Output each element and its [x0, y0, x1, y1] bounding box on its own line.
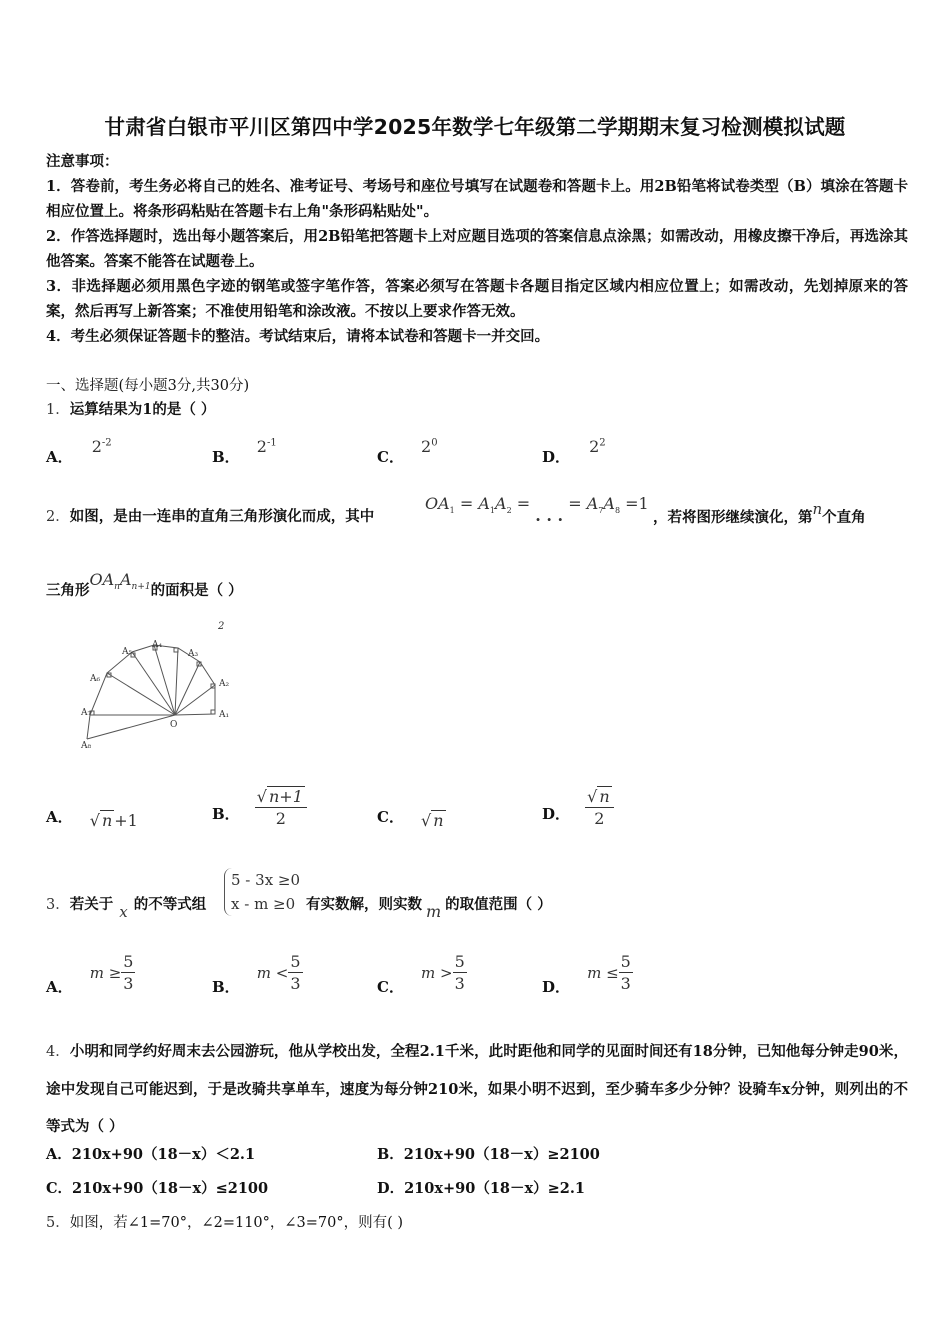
- ray-oa4: [175, 648, 178, 715]
- q3-option-b[interactable]: B． m < $\frac{5}{3}$: [212, 952, 301, 996]
- label-a2: A₂: [219, 679, 230, 689]
- ray-oa2: [175, 685, 215, 715]
- question-2-stem-line2: 三角形$OA_nA_{n+1}$的面积是（ ）: [46, 570, 243, 599]
- q2-option-d[interactable]: D． $\frac{√ n}{2}$: [542, 786, 614, 830]
- notice-item-3: 3．非选择题必须用黑色字迹的钢笔或签字笔作答，答案必须写在答题卡各题目指定区域内相应位置上；如需改动，先划掉原来的答案，然后再写上新答案；不准使用铅笔和涂改液。不按以上要求作答无效。: [46, 278, 908, 320]
- notice-heading: 注意事项：: [46, 153, 119, 170]
- spiral-outline: [87, 645, 215, 739]
- ray-oa3: [175, 662, 200, 715]
- notice-item-2: 2．作答选择题时，选出每小题答案后，用2B铅笔把答题卡上对应题目选项的答案信息点涂黑；如需改动，用橡皮擦干净后，再选涂其他答案。答案不能答在试题卷上。: [46, 228, 908, 270]
- question-3-stem: 3．若关于 x 的不等式组: [46, 896, 207, 921]
- q2-option-b[interactable]: B． $\frac{√ n+1}{2}$: [212, 786, 307, 830]
- q1-option-c[interactable]: C． $2^0$: [377, 437, 438, 466]
- label-a7: A₇: [81, 708, 92, 718]
- notice-item-1: 1．答卷前，考生务必将自己的姓名、准考证号、考场号和座位号填写在试题卷和答题卡上。用2B铅笔将试卷类型（B）填涂在答题卡相应位置上。将条形码粘贴在答题卡右上角"条形码粘贴处"。: [46, 178, 908, 220]
- spiral-right-triangles-figure: [70, 615, 240, 755]
- notice-item-4: 4．考生必须保证答题卡的整洁。考试结束后，请将本试卷和答题卡一并交回。: [46, 328, 550, 345]
- question-text: 运算结果为1的是（ ）: [69, 401, 216, 418]
- label-o: O: [170, 720, 178, 730]
- q1-option-b[interactable]: B． $2^{-1}$: [212, 437, 277, 466]
- q3-option-d[interactable]: D． m ≤ $\frac{5}{3}$: [542, 952, 631, 996]
- ray-oa9: [87, 715, 178, 739]
- q1-option-d[interactable]: D． $2^2$: [542, 437, 606, 466]
- question-5-stem: 5．如图，若∠1=70°，∠2=110°，∠3=70°，则有( ): [46, 1215, 404, 1231]
- label-a4: A₄: [152, 640, 163, 650]
- ray-oa1: [175, 714, 215, 715]
- right-angle-mark: [211, 710, 215, 714]
- label-a8: A₈: [81, 741, 92, 751]
- label-a1: A₁: [219, 710, 230, 720]
- figure-corner-label: 2: [218, 621, 225, 632]
- q4-option-b[interactable]: B．210x+90（18－x）≥2100: [377, 1146, 600, 1163]
- q2-formula: $OA_1 = A_1A_2$ = . . . = $A_7A_8 =1$: [425, 494, 649, 525]
- label-a5: A₅: [122, 647, 133, 657]
- q4-option-c[interactable]: C．210x+90（18－x）≤2100: [46, 1180, 269, 1197]
- question-3-stem-tail: 有实数解，则实数 m 的取值范围（ ）: [306, 896, 552, 921]
- label-a6: A₆: [90, 674, 101, 684]
- q3-option-c[interactable]: C． m > $\frac{5}{3}$: [377, 952, 465, 996]
- page-title: 甘肃省白银市平川区第四中学2025年数学七年级第二学期期末复习检测模拟试题: [104, 115, 846, 139]
- question-4-stem: 4．小明和同学约好周末去公园游玩，他从学校出发，全程2.1千米，此时距他和同学的见面时间还有18分钟，已知他每分钟走90米，途中发现自己可能迟到，于是改骑共享单车，速度为每分钟210米，如果小明不迟到，至少骑车多少分钟？设骑车x分钟，则列出的不等式为（ ）: [46, 1043, 908, 1135]
- question-number: 1．: [46, 402, 70, 418]
- question-1-stem: [46, 398, 215, 422]
- q4-option-d[interactable]: D．210x+90（18－x）≥2.1: [377, 1180, 586, 1197]
- section-heading: 一、选择题(每小题3分,共30分): [46, 378, 250, 394]
- q2-option-a[interactable]: A． √ n +1: [46, 808, 138, 830]
- question-2-stem-line1: 2．如图，是由一连串的直角三角形演化而成，其中: [46, 508, 375, 525]
- q4-option-a[interactable]: A．210x+90（18－x）＜2.1: [46, 1146, 256, 1163]
- q3-option-a[interactable]: A． m ≥ $\frac{5}{3}$: [46, 952, 134, 996]
- question-2-stem-line1-tail: ，若将图形继续演化，第n个直角: [653, 500, 866, 526]
- q1-option-a[interactable]: A． $2^{-2}$: [46, 437, 112, 466]
- q2-option-c[interactable]: C． √ n: [377, 808, 444, 830]
- ray-oa6: [132, 652, 175, 715]
- label-a3: A₃: [188, 649, 199, 659]
- q3-inequality-system: 5 - 3x ≥0 x - m ≥0: [224, 868, 300, 916]
